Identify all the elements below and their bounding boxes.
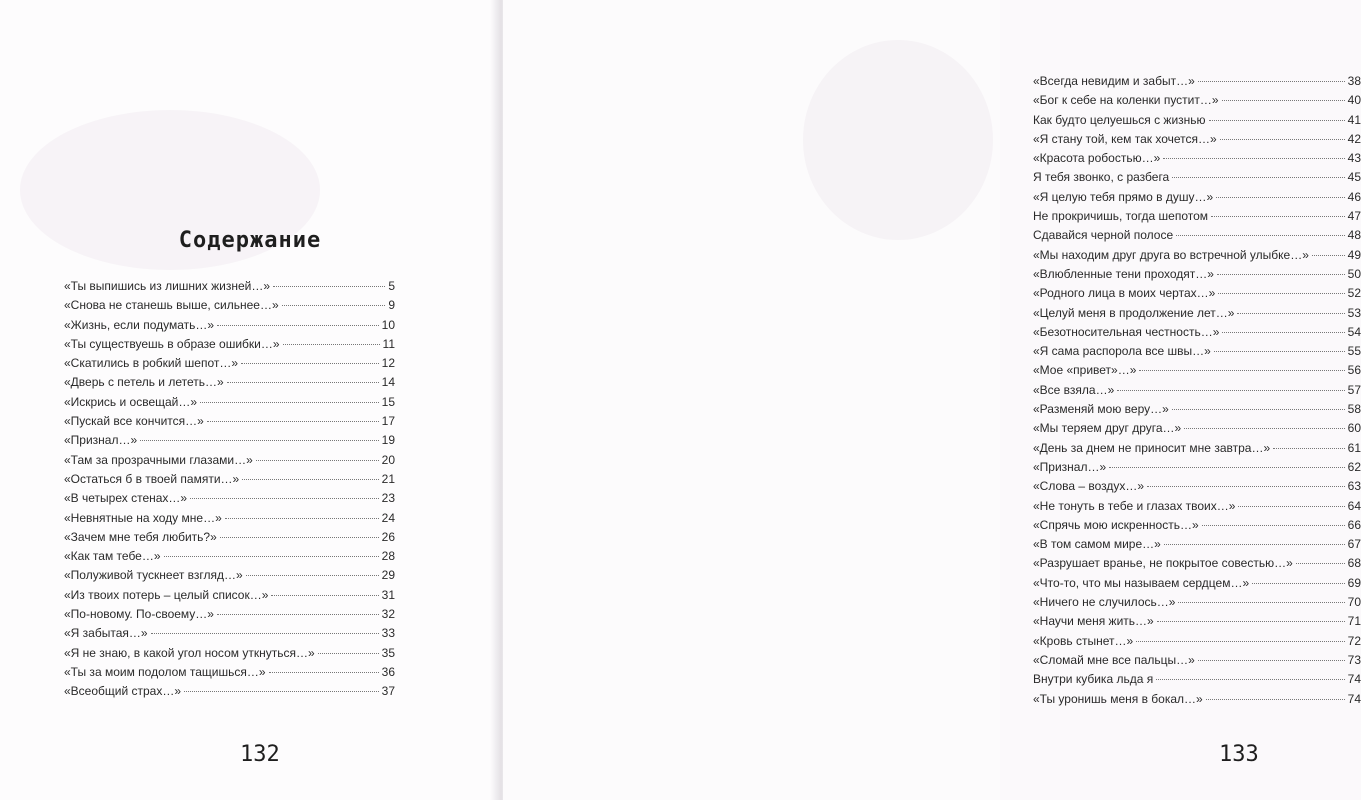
toc-entry — [64, 528, 395, 547]
toc-entry — [1033, 690, 1361, 709]
toc-entry-page: 24 — [381, 510, 395, 525]
toc-entry-page: 15 — [381, 394, 395, 409]
toc-entry-page: 32 — [381, 607, 395, 622]
toc-entry — [64, 489, 395, 508]
toc-entry-page: 70 — [1347, 595, 1361, 610]
toc-entry — [1033, 632, 1361, 651]
toc-entry-title: «Как там тебе…» — [64, 549, 161, 564]
toc-entry — [1033, 207, 1361, 226]
toc-entry-page: 37 — [381, 684, 395, 699]
toc-entry — [1033, 188, 1361, 207]
dot-leader — [1222, 332, 1344, 333]
toc-entry — [1033, 458, 1361, 477]
dot-leader — [1252, 583, 1345, 584]
toc-entry-title: «Кровь стынет…» — [1033, 633, 1134, 648]
toc-entry — [64, 586, 395, 605]
toc-entry-title: «Не тонуть в тебе и глазах твоих…» — [1033, 498, 1236, 513]
dot-leader — [1172, 177, 1344, 178]
toc-entry-title: «Снова не станешь выше, сильнее…» — [64, 298, 279, 313]
toc-entry — [64, 624, 395, 643]
toc-entry-title: «Безотносительная честность…» — [1033, 324, 1220, 339]
toc-entry — [64, 663, 395, 682]
dot-leader — [217, 325, 379, 326]
toc-entry — [64, 470, 395, 489]
toc-entry-page: 17 — [381, 414, 395, 429]
dot-leader — [1172, 409, 1345, 410]
toc-entry-title: «Мое «привет»…» — [1033, 363, 1137, 378]
toc-entry-title: «Признал…» — [64, 433, 138, 448]
toc-entry-title: «Остаться б в твоей памяти…» — [64, 471, 240, 486]
toc-entry-page: 74 — [1347, 691, 1361, 706]
toc-entry-title: «Признал…» — [1033, 459, 1107, 474]
toc-entry-title: «В том самом мире…» — [1033, 537, 1161, 552]
dot-leader — [1198, 660, 1345, 661]
toc-entry — [1033, 361, 1361, 380]
dot-leader — [217, 614, 379, 615]
toc-entry-title: «Ты уронишь меня в бокал…» — [1033, 691, 1203, 706]
toc-entry — [1033, 497, 1361, 516]
toc-entry-title: «Ничего не случилось…» — [1033, 595, 1176, 610]
right-page — [503, 0, 1361, 800]
toc-entry-title: «По-новому. По-своему…» — [64, 607, 214, 622]
toc-entry — [64, 451, 395, 470]
toc-entry-page: 67 — [1347, 537, 1361, 552]
toc-entry — [64, 644, 395, 663]
toc-entry-page: 52 — [1347, 286, 1361, 301]
dot-leader — [1157, 621, 1345, 622]
toc-entry-title: «Я не знаю, в какой угол носом уткнуться…» — [64, 645, 315, 660]
toc-entry — [1033, 419, 1361, 438]
toc-entry-page: 9 — [388, 298, 395, 313]
toc-entry-page: 45 — [1347, 170, 1361, 185]
toc-entry-title: «Скатились в робкий шепот…» — [64, 356, 239, 371]
dot-leader — [220, 537, 379, 538]
toc-entry-page: 23 — [381, 491, 395, 506]
dot-leader — [200, 402, 379, 403]
toc-entry-title: «Дверь с петель и лететь…» — [64, 375, 224, 390]
toc-entry — [64, 431, 395, 450]
toc-entry-title: «Я сама распорола все швы…» — [1033, 344, 1211, 359]
dot-leader — [1237, 313, 1344, 314]
toc-entry-page: 68 — [1347, 556, 1361, 571]
toc-entry-title: «Жизнь, если подумать…» — [64, 317, 215, 332]
toc-entry-title: «Зачем мне тебя любить?» — [64, 529, 217, 544]
dot-leader — [1217, 274, 1345, 275]
toc-entry — [64, 296, 395, 315]
toc-entry-page: 49 — [1347, 247, 1361, 262]
toc-entry-page: 10 — [381, 317, 395, 332]
dot-leader — [1296, 563, 1345, 564]
toc-entry-page: 56 — [1347, 363, 1361, 378]
toc-entry-title: «Там за прозрачными глазами…» — [64, 452, 253, 467]
toc-entry-title: Сдавайся черной полосе — [1033, 228, 1174, 243]
toc-entry-title: «Ты существуешь в образе ошибки…» — [64, 336, 280, 351]
toc-entry — [1033, 265, 1361, 284]
toc-entry-title: «Всегда невидим и забыт…» — [1033, 74, 1195, 88]
dot-leader — [207, 421, 379, 422]
toc-entry — [1033, 246, 1361, 265]
toc-entry-title: «Мы находим друг друга во встречной улыбке…» — [1033, 247, 1309, 262]
toc-entry-title: «Из твоих потерь – целый список…» — [64, 587, 269, 602]
toc-entry — [64, 277, 395, 296]
toc-entry — [1033, 226, 1361, 245]
toc-entry-page: 47 — [1347, 209, 1361, 224]
toc-entry-title: «День за днем не приносит мне завтра…» — [1033, 440, 1271, 455]
dot-leader — [318, 653, 379, 654]
dot-leader — [190, 498, 379, 499]
toc-entry-page: 19 — [381, 433, 395, 448]
toc-list-left — [64, 277, 395, 702]
toc-entry — [64, 605, 395, 624]
dot-leader — [1176, 235, 1345, 236]
dot-leader — [1216, 197, 1344, 198]
toc-entry — [1033, 323, 1361, 342]
toc-entry-title: «Всеобщий страх…» — [64, 684, 182, 699]
toc-entry-title: «В четырех стенах…» — [64, 491, 188, 506]
dot-leader — [151, 633, 379, 634]
dot-leader — [1214, 351, 1345, 352]
toc-entry-page: 48 — [1347, 228, 1361, 243]
toc-entry — [1033, 670, 1361, 689]
toc-entry-title: «Родного лица в моих чертах…» — [1033, 286, 1216, 301]
toc-entry — [1033, 612, 1361, 631]
dot-leader — [1139, 370, 1344, 371]
toc-entry-title: «Невнятные на ходу мне…» — [64, 510, 222, 525]
dot-leader — [242, 479, 378, 480]
toc-entry-page: 63 — [1347, 479, 1361, 494]
toc-title: Содержание — [178, 228, 322, 253]
toc-entry-page: 36 — [381, 664, 395, 679]
toc-entry-page: 40 — [1347, 93, 1361, 108]
toc-entry-title: «Целуй меня в продолжение лет…» — [1033, 305, 1235, 320]
toc-entry-title: «Ты за моим подолом тащишься…» — [64, 664, 266, 679]
toc-entry-page: 43 — [1347, 151, 1361, 166]
toc-entry-page: 11 — [382, 336, 395, 351]
dot-leader — [1198, 81, 1345, 82]
toc-entry-page: 29 — [381, 568, 395, 583]
toc-entry-title: «Что-то, что мы называем сердцем…» — [1033, 575, 1250, 590]
toc-entry-title: Как будто целуешься с жизнью — [1033, 112, 1206, 127]
toc-entry-page: 57 — [1347, 382, 1361, 397]
toc-entry-page: 72 — [1347, 633, 1361, 648]
toc-entry-title: «Разменяй мою веру…» — [1033, 402, 1169, 417]
toc-entry-page: 41 — [1347, 112, 1361, 127]
dot-leader — [273, 286, 385, 287]
page-number-right: 133 — [1219, 742, 1259, 767]
toc-entry — [1033, 381, 1361, 400]
toc-entry — [1033, 304, 1361, 323]
toc-entry-page: 54 — [1347, 324, 1361, 339]
toc-entry-title: «Искрись и освещай…» — [64, 394, 198, 409]
toc-entry — [64, 335, 395, 354]
dot-leader — [227, 382, 379, 383]
dot-leader — [1147, 486, 1345, 487]
toc-entry — [1033, 535, 1361, 554]
toc-entry-page: 61 — [1347, 440, 1361, 455]
toc-entry-title: «Ты выпишись из лишних жизней…» — [64, 279, 270, 293]
toc-entry — [64, 412, 395, 431]
toc-entry-title: «Пускай все кончится…» — [64, 414, 204, 429]
toc-entry-page: 69 — [1347, 575, 1361, 590]
dot-leader — [1156, 679, 1344, 680]
toc-entry-page: 53 — [1347, 305, 1361, 320]
dot-leader — [282, 305, 386, 306]
toc-entry — [64, 547, 395, 566]
dot-leader — [1238, 506, 1344, 507]
toc-entry — [1033, 72, 1361, 91]
toc-entry — [64, 316, 395, 335]
toc-entry-page: 35 — [381, 645, 395, 660]
toc-entry — [1033, 284, 1361, 303]
dot-leader — [184, 691, 379, 692]
dot-leader — [225, 518, 379, 519]
toc-entry-page: 64 — [1347, 498, 1361, 513]
dot-leader — [1211, 216, 1345, 217]
dot-leader — [1220, 139, 1345, 140]
toc-entry-page: 71 — [1347, 614, 1361, 629]
toc-entry — [1033, 130, 1361, 149]
dot-leader — [271, 595, 378, 596]
dot-leader — [1273, 448, 1345, 449]
toc-entry-page: 55 — [1347, 344, 1361, 359]
toc-entry-page: 5 — [388, 279, 395, 293]
toc-entry-title: «Сломай мне все пальцы…» — [1033, 652, 1195, 667]
dot-leader — [140, 440, 378, 441]
bleed-through-shadow — [803, 40, 993, 240]
toc-entry-page: 28 — [381, 549, 395, 564]
toc-entry — [1033, 439, 1361, 458]
toc-entry-title: Я тебя звонко, с разбега — [1033, 170, 1170, 185]
toc-entry — [64, 509, 395, 528]
dot-leader — [1312, 255, 1345, 256]
toc-entry-title: «Я целую тебя прямо в душу…» — [1033, 189, 1214, 204]
dot-leader — [1117, 390, 1344, 391]
toc-entry-page: 26 — [381, 529, 395, 544]
toc-entry — [1033, 651, 1361, 670]
toc-entry-page: 46 — [1347, 189, 1361, 204]
toc-entry-title: «Слова – воздух…» — [1033, 479, 1145, 494]
toc-entry — [64, 354, 395, 373]
left-page — [0, 0, 497, 800]
toc-entry-page: 50 — [1347, 266, 1361, 281]
toc-entry — [1033, 477, 1361, 496]
toc-entry — [1033, 91, 1361, 110]
dot-leader — [1202, 525, 1345, 526]
dot-leader — [1218, 293, 1344, 294]
toc-entry — [1033, 342, 1361, 361]
toc-entry — [64, 682, 395, 701]
dot-leader — [1109, 467, 1344, 468]
dot-leader — [1222, 100, 1345, 101]
toc-entry-title: «Спрячь мою искренность…» — [1033, 517, 1199, 532]
page-number-left: 132 — [240, 742, 280, 767]
toc-entry-page: 58 — [1347, 402, 1361, 417]
dot-leader — [1209, 120, 1345, 121]
dot-leader — [256, 460, 379, 461]
toc-entry-title: «Влюбленные тени проходят…» — [1033, 266, 1214, 281]
dot-leader — [246, 575, 379, 576]
dot-leader — [164, 556, 379, 557]
toc-entry-title: «Бог к себе на коленки пустит…» — [1033, 93, 1219, 108]
toc-entry — [1033, 574, 1361, 593]
toc-entry-page: 66 — [1347, 517, 1361, 532]
toc-entry-title: «Разрушает вранье, не покрытое совестью…» — [1033, 556, 1293, 571]
toc-entry — [1033, 554, 1361, 573]
dot-leader — [1184, 428, 1344, 429]
toc-entry-page: 62 — [1347, 459, 1361, 474]
toc-entry-title: «Красота робостью…» — [1033, 151, 1161, 166]
toc-entry-page: 14 — [381, 375, 395, 390]
dot-leader — [241, 363, 379, 364]
toc-entry-page: 60 — [1347, 421, 1361, 436]
toc-entry-page: 33 — [381, 626, 395, 641]
toc-entry-title: «Я забытая…» — [64, 626, 148, 641]
toc-entry-page: 73 — [1347, 652, 1361, 667]
toc-entry-page: 42 — [1347, 131, 1361, 146]
toc-entry-page: 21 — [381, 471, 395, 486]
toc-entry-page: 31 — [381, 587, 395, 602]
toc-entry-page: 38 — [1347, 74, 1361, 88]
toc-entry-title: Внутри кубика льда я — [1033, 672, 1154, 687]
toc-entry-title: «Научи меня жить…» — [1033, 614, 1154, 629]
toc-entry-title: Не прокричишь, тогда шепотом — [1033, 209, 1209, 224]
toc-entry-title: «Мы теряем друг друга…» — [1033, 421, 1182, 436]
dot-leader — [1163, 158, 1344, 159]
dot-leader — [1178, 602, 1344, 603]
dot-leader — [283, 344, 380, 345]
dot-leader — [269, 672, 379, 673]
toc-entry — [1033, 516, 1361, 535]
toc-entry-title: «Все взяла…» — [1033, 382, 1115, 397]
toc-entry — [1033, 111, 1361, 130]
dot-leader — [1136, 641, 1344, 642]
toc-list-right — [1033, 72, 1361, 709]
toc-entry-page: 20 — [381, 452, 395, 467]
toc-entry-page: 12 — [381, 356, 395, 371]
toc-entry-title: «Я стану той, кем так хочется…» — [1033, 131, 1217, 146]
toc-entry — [64, 566, 395, 585]
dot-leader — [1164, 544, 1345, 545]
toc-entry — [1033, 168, 1361, 187]
toc-entry-title: «Полуживой тускнеет взгляд…» — [64, 568, 243, 583]
toc-entry — [1033, 593, 1361, 612]
toc-entry — [64, 393, 395, 412]
toc-entry — [1033, 149, 1361, 168]
toc-entry — [64, 373, 395, 392]
toc-entry — [1033, 400, 1361, 419]
dot-leader — [1206, 699, 1345, 700]
toc-entry-page: 74 — [1347, 672, 1361, 687]
